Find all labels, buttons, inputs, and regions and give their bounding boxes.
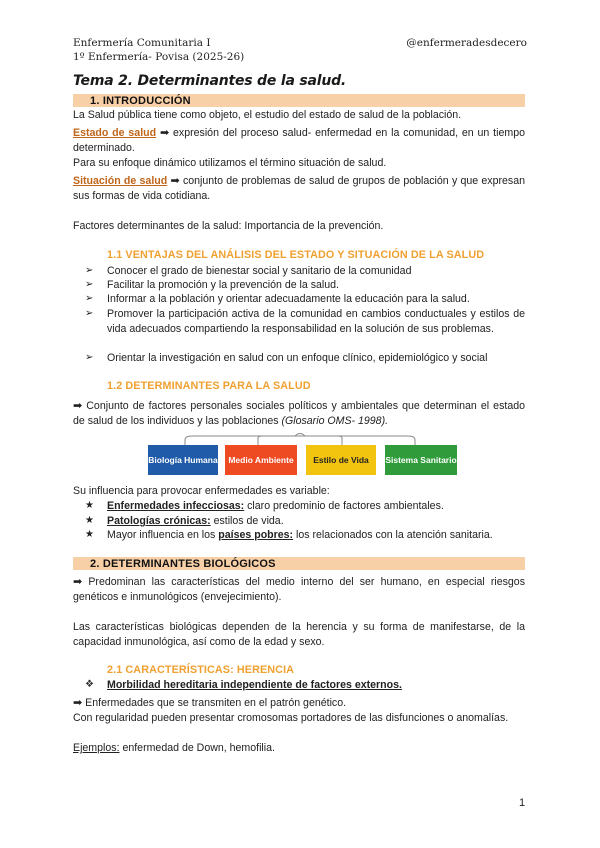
list-item: ➢ Orientar la investigación en salud con un enfoque clínico, epidemiológico y social	[85, 352, 488, 364]
arrow-bullet-icon: ➢	[85, 293, 94, 304]
determinants-definition: ➡ Conjunto de factores personales sociales políticos y ambientales que determinan el estado de salud de los individuos y las poblaciones (Glosario OMS- 1998).	[73, 400, 525, 427]
factors-paragraph: Factores determinantes de la salud: Importancia de la prevención.	[73, 220, 384, 232]
star-bullet-icon: ★	[85, 529, 94, 540]
dynamic-paragraph: Para su enfoque dinámico utilizamos el término situación de salud.	[73, 157, 387, 169]
arrow-right-icon: ➡	[170, 175, 180, 187]
list-item: ★ Enfermedades infecciosas: claro predominio de factores ambientales.	[85, 500, 444, 512]
intro-paragraph: La Salud pública tiene como objeto, el estudio del estado de salud de la población.	[73, 109, 462, 121]
star-bullet-icon: ★	[85, 500, 94, 511]
arrow-right-icon: ➡	[159, 127, 170, 139]
box-medio-ambiente: Medio Ambiente	[225, 445, 297, 475]
estado-definition	[73, 126, 525, 155]
list-item: ❖ Morbilidad hereditaria independiente de factores externos.	[85, 679, 402, 691]
situacion-term: Situación de salud	[73, 175, 168, 187]
hereditary-paragraph: ➡ Enfermedades que se transmiten en el patrón genético.	[73, 697, 347, 709]
estado-text: expresión del proceso salud- enfermedad en la comunidad, en un tiempo determinado.	[73, 127, 525, 154]
situacion-text: conjunto de problemas de salud de grupos de población y que expresan sus formas de vida cotidiana.	[73, 175, 525, 202]
examples-paragraph: Ejemplos: enfermedad de Down, hemofilia.	[73, 742, 275, 754]
box-sistema-sanitario: Sistema Sanitario	[385, 445, 457, 475]
page-title: Tema 2. Determinantes de la salud.	[73, 73, 347, 89]
list-item: ➢ Facilitar la promoción y la prevención de la salud.	[85, 279, 340, 291]
biological-characteristics-paragraph: Las características biológicas dependen de la herencia y su forma de manifestarse, de la capacidad inmunológica, así como de la edad y sexo.	[73, 621, 525, 648]
who-reference: (Glosario OMS- 1998).	[281, 414, 389, 427]
course-name: Enfermería Comunitaria I	[73, 37, 211, 49]
arrow-right-icon: ➡	[73, 697, 83, 709]
box-estilo-de-vida: Estilo de Vida	[306, 445, 376, 475]
chromosome-paragraph: Con regularidad pueden presentar cromosomas portadores de las disfunciones o anomalías.	[73, 712, 509, 724]
arrow-right-icon: ➡	[73, 400, 83, 412]
arrow-bullet-icon: ➢	[85, 308, 94, 319]
page-number: 1	[519, 797, 526, 809]
diamond-bullet-icon: ❖	[85, 679, 94, 690]
star-bullet-icon: ★	[85, 515, 94, 526]
influence-paragraph: Su influencia para provocar enfermedades es variable:	[73, 485, 330, 497]
box-biologia-humana: Biología Humana	[148, 445, 218, 475]
arrow-bullet-icon: ➢	[85, 265, 94, 276]
section-1-heading: 1. INTRODUCCIÓN	[90, 95, 191, 107]
arrow-bullet-icon: ➢	[85, 352, 94, 363]
course-year: 1º Enfermería- Povisa (2025-26)	[73, 51, 245, 63]
arrow-right-icon: ➡	[73, 576, 83, 588]
section-2-heading: 2. DETERMINANTES BIOLÓGICOS	[90, 558, 276, 570]
subsection-2-1-heading: 2.1 CARACTERÍSTICAS: HERENCIA	[107, 664, 295, 676]
examples-label: Ejemplos:	[73, 742, 120, 754]
estado-term: Estado de salud	[73, 127, 157, 139]
list-item: ➢ Conocer el grado de bienestar social y sanitario de la comunidad	[85, 265, 412, 277]
subsection-1-2-heading: 1.2 DETERMINANTES PARA LA SALUD	[107, 380, 311, 392]
subsection-1-1-heading: 1.1 VENTAJAS DEL ANÁLISIS DEL ESTADO Y SITUACIÓN DE LA SALUD	[107, 249, 485, 261]
arrow-bullet-icon: ➢	[85, 279, 94, 290]
list-item: ➢ Promover la participación activa de la comunidad en cambios conductuales y estilos de vida adecuados compartiendo la responsabilidad en la solución de sus problemas.	[85, 308, 525, 335]
list-item: ★ Mayor influencia en los países pobres: los relacionados con la atención sanitaria.	[85, 529, 493, 541]
author-handle: @enfermeradesdecero	[406, 37, 527, 49]
list-item: ➢ Informar a la población y orientar adecuadamente la educación para la salud.	[85, 293, 470, 305]
biological-paragraph: ➡ Predominan las características del medio interno del ser humano, en especial riesgos genéticos e inmunológicos (envejecimiento).	[73, 576, 525, 603]
list-item: ★ Patologías crónicas: estilos de vida.	[85, 515, 284, 527]
situacion-definition	[73, 174, 525, 203]
